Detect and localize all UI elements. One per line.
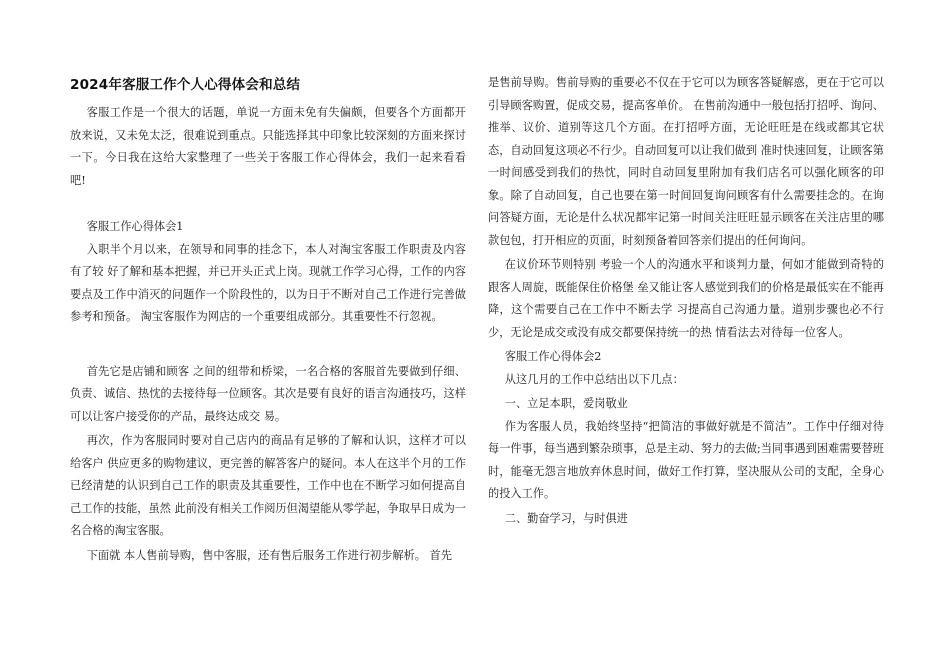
right-paragraph-1: 是售前导购。售前导购的重要必不仅在于它可以为顾客答疑解惑，更在于它可以引导顾客购置，促成交易，提高客单价。 在售前沟通中一般包括打招呼、询问、推举、议价、道别等这几个方面。在打招呼方面，无论旺旺是在线或都其它状态，自动回复这项必不行少。自动回复可以让我们做到 准时快速回复，让顾客第一时间感受到我们的热忱，同时自动回复里附加有我们店名可以强化顾客的印象。除了自动回复，自己也要在第一时间回复询问顾客有什么需要挂念的。在询问答疑方面，无论是什么状况都牢记第一时间关注旺旺显示顾客在关注店里的哪款包包，打开相应的页面，时刻预备着回答亲们提出的任何询问。 [488, 76, 884, 247]
section2-subheading-1: 一、立足本职，爱岗敬业 [504, 397, 628, 410]
section1-paragraph-2: 首先它是店铺和顾客 之间的纽带和桥梁，一名合格的客服首先要做到仔细、负责、诚信、热忱的去接待每一位顾客。其次是要有良好的语言沟通技巧，这样可以让客户接受你的产品，最终达成交 易。 [70, 364, 466, 423]
section-heading-2: 客服工作心得体会2 [504, 350, 602, 363]
section1-paragraph-1: 入职半个月以来，在领导和同事的挂念下，本人对淘宝客服工作职责及内容有了较 好了解和基本把握，并已开头正式上岗。现就工作学习心得，工作的内容要点及工作中消灭的问题作一个阶段性的，以为日于不断对自己工作进行完善做参考和预备。 淘宝客服作为网店的一个重要组成部分。其重要性不行忽视。 [70, 242, 466, 323]
left-column [70, 74, 466, 569]
section1-paragraph-3: 再次，作为客服同时要对自己店内的商品有足够的了解和认识，这样才可以给客户 供应更多的购物建议，更完善的解答客户的疑问。本人在这半个月的工作已经清楚的认识到自己工作的职责及其重要性，工作中也在不断学习如何提高自己工作的技能，虽然 此前没有相关工作阅历但渴望能从零学起，争取早日成为一名合格的淘宝客服。 [70, 434, 466, 537]
section2-paragraph-2: 作为客服人员，我始终坚持“把简洁的事做好就是不简洁”。工作中仔细对待每一件事，每当遇到繁杂琐事，总是主动、努力的去做;当同事遇到困难需要替班时，能毫无怨言地放弃休息时间，做好工作打算，坚决服从公司的支配，全身心的投入工作。 [488, 419, 884, 500]
right-paragraph-2: 在议价环节则特别 考验一个人的沟通水平和谈判力量，何如才能做到奇特的跟客人周旋，既能保住价格堡 垒又能让客人感觉到我们的价格是最低实在不能再降，这个需要自己在工作中不断去学 习提高自己沟通力量。道别步骤也必不行少，无论是成交或没有成交都要保持统一的热 情看法去对待每一位客人。 [488, 258, 884, 339]
section2-subheading-2: 二、勤奋学习，与时俱进 [504, 511, 628, 525]
section2-paragraph-1: 从这几月的工作中总结出以下几点： [504, 372, 684, 386]
section1-paragraph-4: 下面就 本人售前导购，售中客服，还有售后服务工作进行初步解析。 首先 [86, 548, 452, 562]
right-column [488, 72, 884, 530]
page-title: 2024年客服工作个人心得体会和总结 [70, 77, 301, 93]
section-heading-1: 客服工作心得体会1 [86, 220, 184, 233]
intro-paragraph: 客服工作是一个很大的话题，单说一方面未免有失偏颇，但要各个方面都开放来说，又未免太泛，很难说到重点。只能选择其中印象比较深刻的方面来探讨一下。今日我在这给大家整理了一些关于客服工作心得体会，我们一起来看看吧! [70, 106, 466, 187]
